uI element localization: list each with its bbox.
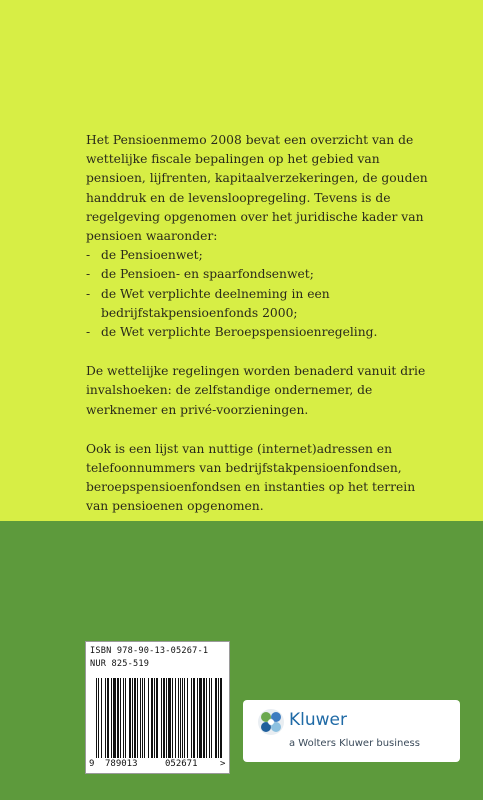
barcode-bar [148, 678, 149, 758]
barcode-bar [111, 678, 112, 758]
barcode-end-mark: > [220, 759, 226, 769]
barcode-bar [154, 678, 155, 758]
addresses-paragraph: Ook is een lijst van nuttige (internet)adressen en telefoonnummers van bedrijfstakpensioenfondsen, beroepspensioenfondsen en instanties op het terrein van pensioenen opgenomen. [86, 441, 416, 514]
list-item: - de Pensioenwet; [86, 246, 431, 265]
barcode-bar [209, 678, 210, 758]
barcode-bar [180, 678, 181, 758]
barcode-bar [215, 678, 217, 758]
barcode-bar [163, 678, 165, 758]
isbn-barcode-block [85, 641, 230, 774]
publisher-tagline: a Wolters Kluwer business [289, 738, 420, 749]
list-item: - de Wet verplichte deelneming in een bedrijfstakpensioenfonds 2000; [86, 285, 431, 323]
barcode-bar [184, 678, 185, 758]
barcode-digits-group1: 789013 [105, 759, 138, 769]
list-item: - de Pensioen- en spaarfondsenwet; [86, 265, 431, 284]
barcode-bar [156, 678, 158, 758]
barcode-bar [168, 678, 171, 758]
barcode-bar [182, 678, 183, 758]
barcode-bar [211, 678, 212, 758]
isbn-number: ISBN 978-90-13-05267-1 [90, 646, 209, 656]
barcode-bar [129, 678, 131, 758]
barcode-bar [117, 678, 119, 758]
blurb-text [86, 131, 431, 537]
publisher-logo-box [243, 700, 460, 762]
barcode-bar [140, 678, 141, 758]
barcode-bar [113, 678, 116, 758]
law-list [86, 246, 431, 342]
barcode-bar [193, 678, 195, 758]
barcode-bar [144, 678, 145, 758]
barcode-bar [98, 678, 99, 758]
intro-paragraph: Het Pensioenmemo 2008 bevat een overzicht van de wettelijke fiscale bepalingen op het gebied van pensioen, lijfrenten, kapitaalverzekeringen, de gouden handdruk en de levensloopregeling. Tevens is de regelgeving opgenomen over het juridische kader van pensioen waaronder: [86, 133, 428, 244]
barcode-bar [166, 678, 167, 758]
list-item: - de Wet verplichte Beroepspensioenregeling. [86, 323, 431, 342]
barcode-digits [89, 759, 227, 771]
barcode-bar [134, 678, 136, 758]
barcode-bar [120, 678, 121, 758]
nur-code: NUR 825-519 [90, 659, 150, 669]
barcode-bar [96, 678, 97, 758]
barcode-digit-first: 9 [89, 759, 95, 769]
barcode-bar [137, 678, 138, 758]
barcode-bar [123, 678, 124, 758]
barcode-bar [161, 678, 162, 758]
barcode-bar [220, 678, 222, 758]
barcode-bar [151, 678, 153, 758]
barcode-bar [178, 678, 179, 758]
barcode-bar [107, 678, 109, 758]
barcode-bar [125, 678, 126, 758]
barcode-image [96, 678, 222, 758]
barcode-bar [105, 678, 106, 758]
barcode-bar [197, 678, 198, 758]
barcode-bar [101, 678, 102, 758]
barcode-digits-group2: 052671 [165, 759, 198, 769]
barcode-bar [191, 678, 192, 758]
kluwer-globe-icon [257, 708, 285, 736]
barcode-bar [132, 678, 133, 758]
barcode-bar [206, 678, 207, 758]
barcode-bar [175, 678, 176, 758]
barcode-bar [203, 678, 205, 758]
barcode-bar [218, 678, 219, 758]
barcode-bar [199, 678, 202, 758]
publisher-name: Kluwer [289, 710, 347, 730]
barcode-bar [172, 678, 173, 758]
barcode-bar [142, 678, 143, 758]
perspectives-paragraph: De wettelijke regelingen worden benaderd vanuit drie invalshoeken: de zelfstandige ondernemer, de werknemer en privé-voorzieningen. [86, 364, 426, 417]
barcode-bar [187, 678, 188, 758]
